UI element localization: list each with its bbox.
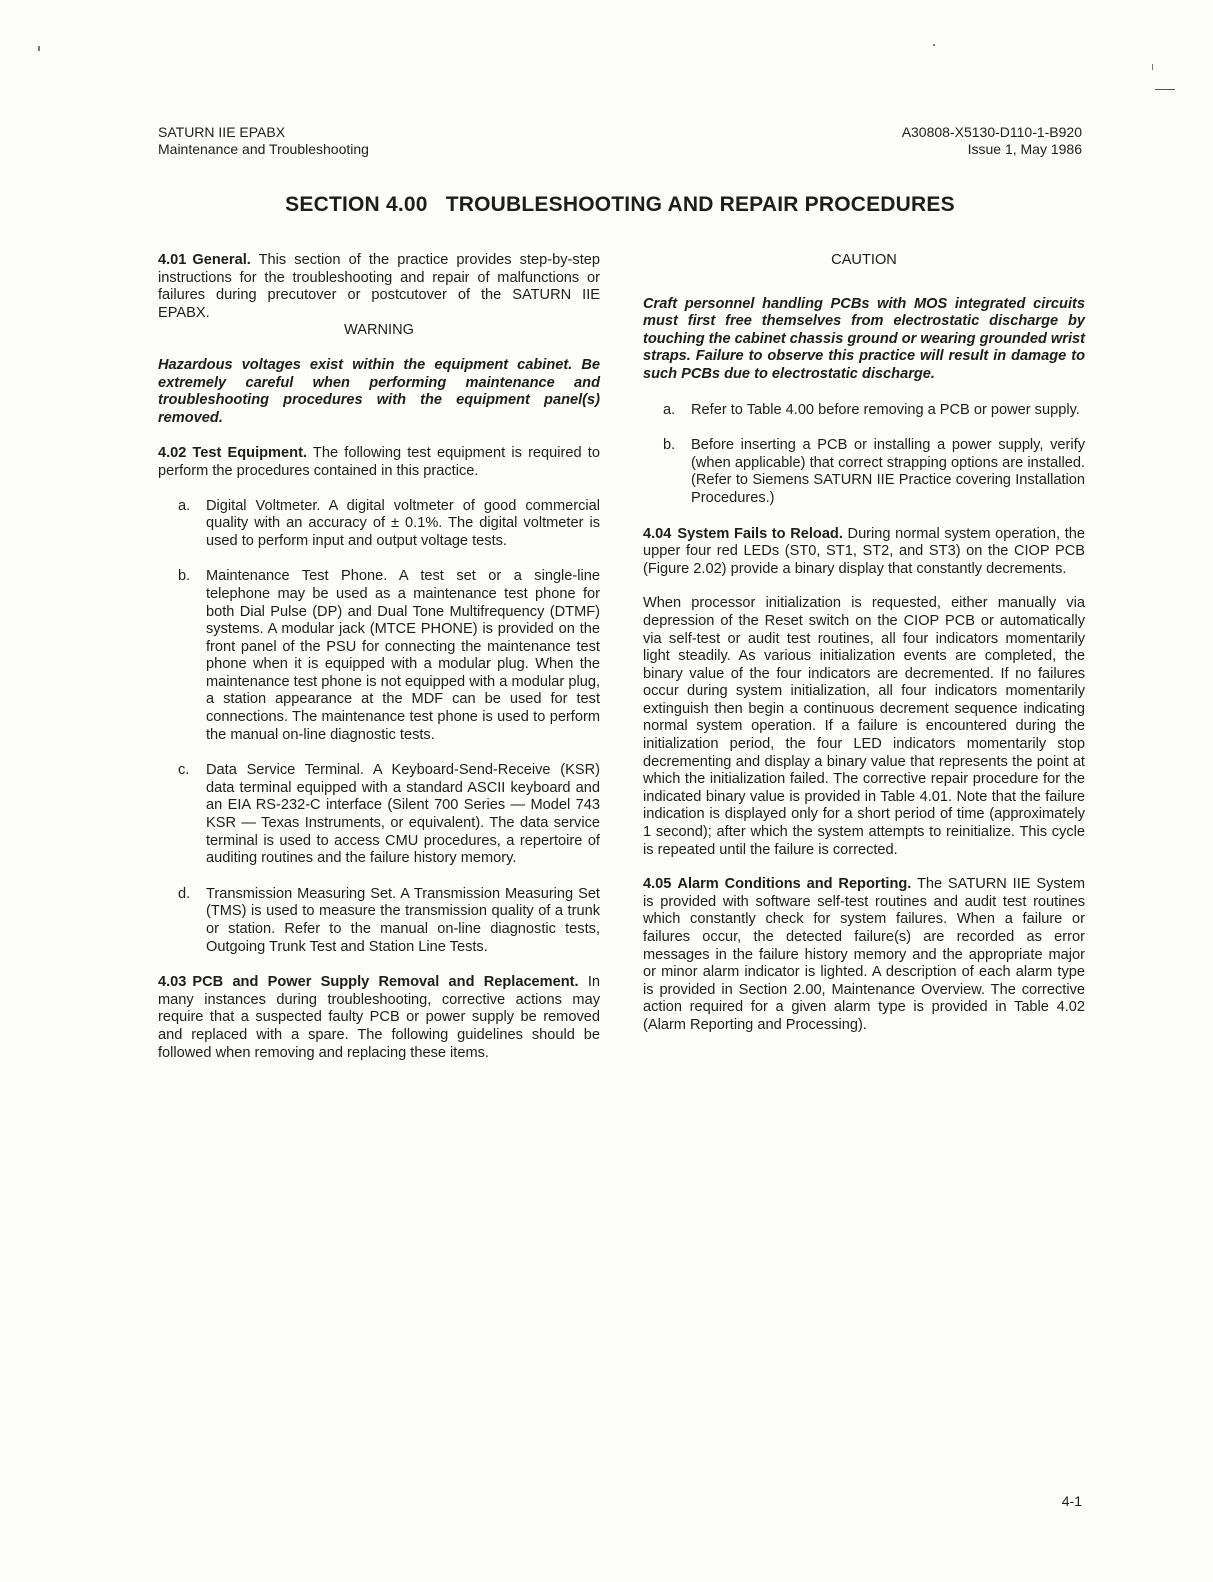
list-label: b. [663,437,676,454]
list-label: a. [178,497,191,514]
list-text: Before inserting a PCB or installing a power supply, verify (when applicable) that correct strapping options are installed. (Refer to Siemens SATURN IIE Practice covering Installation Procedures.) [691,437,1085,506]
list-text: Transmission Measuring Set. A Transmission Measuring Set (TMS) is used to measure the transmission quality of a trunk or station. Refer to the manual on-line diagnostic tests, Outgoing Trunk Test and Station Line Tests. [206,885,600,955]
paragraph-title: Test Equipment. [192,445,307,462]
header-right [902,124,1082,158]
paragraph-text: In many instances during troubleshooting, corrective actions may require that a suspected faulty PCB or power supply be removed and replaced with a spare. The following guidelines should be followed when removing and replacing these items. [158,974,601,1061]
list-item-data-service-terminal [158,762,600,868]
list-text: Refer to Table 4.00 before removing a PCB or power supply. [691,401,1080,418]
list-text: Digital Voltmeter. A digital voltmeter of good commercial quality with an accuracy of ± 0.1%. The digital voltmeter is used to perform input and output voltage tests. [206,497,600,549]
right-column [643,252,1085,1052]
list-label: a. [663,401,676,418]
paragraph-4-02 [158,445,600,480]
list-item-maintenance-test-phone [158,568,600,744]
list-item-refer-table [643,402,1085,420]
list-item-digital-voltmeter [158,498,600,551]
scan-speck [1152,64,1153,70]
header-left [158,124,369,158]
warning-heading: WARNING [344,322,414,339]
paragraph-title: System Fails to Reload. [677,525,843,542]
paragraph-number: 4.02 [158,445,187,462]
paragraph-4-05 [643,876,1085,1034]
paragraph-number: 4.04 [643,525,672,542]
paragraph-text: The following test equipment is required to perform the procedures contained in this practice. [158,445,600,479]
scan-mark [1155,89,1175,90]
paragraph-number: 4.01 [158,252,187,268]
header-product-name: SATURN IIE EPABX [158,124,286,140]
paragraph-number: 4.05 [643,876,672,893]
list-label: b. [178,568,191,585]
list-item-verify-strapping [643,437,1085,507]
list-text: Maintenance Test Phone. A test set or a single-line telephone may be used as a maintenance test phone for both Dial Pulse (DP) and Dual Tone Multifrequency (DTMF) systems. A modular jack (MTCE PHONE) is provided on the front panel of the PSU for connecting the maintenance test phone when it is equipped with a modular plug. When the maintenance test phone is not equipped with a modular plug, a station appearance at the MDF can be used for test connections. The maintenance test phone is used to perform the manual on-line diagnostic tests. [206,568,600,743]
list-item-transmission-measuring-set [158,886,600,956]
page-number: 4-1 [1061,1493,1082,1509]
header-document-number: A30808-X5130-D110-1-B920 [901,124,1082,140]
paragraph-text: The SATURN IIE System is provided with software self-test routines and audit test routines which constantly check for system failures. When a failure or failures occur, the detected failure(s) are recorded as error messages in the failure history memory and the appropriate major or minor alarm indicator is lighted. A description of each alarm type is provided in Section 2.00, Maintenance Overview. The corrective action required for a given alarm type is provided in Table 4.02 (Alarm Reporting and Processing). [643,876,1086,1033]
paragraph-title: Alarm Conditions and Reporting. [677,876,912,893]
paragraph-text: This section of the practice provides step-by-step instructions for the troubleshooting and repair of malfunctions or failures during precutover or postcutover of the SATURN IIE EPABX. [158,252,600,321]
paragraph-4-01 [158,252,600,322]
paragraph-title: PCB and Power Supply Removal and Replacement. [192,974,579,991]
header-issue-date: Issue 1, May 1986 [967,141,1082,157]
caution-heading: CAUTION [831,252,897,268]
list-label: c. [178,762,190,779]
caution-text: Craft personnel handling PCBs with MOS integrated circuits must first free themselves from electrostatic discharge by touching the cabinet chassis ground or wearing grounded wrist straps. Failure to observe this practice will result in damage to such PCBs due to electrostatic discharge. [643,295,1085,382]
list-text: Data Service Terminal. A Keyboard-Send-Receive (KSR) data terminal equipped with a standard ASCII keyboard and an EIA RS-232-C interface (Silent 700 Series — Model 743 KSR — Texas Instruments, or equivalent). The data service terminal is used to access CMU procedures, a repertoire of auditing routines and the failure history memory. [206,762,600,867]
paragraph-text: During normal system operation, the upper four red LEDs (ST0, ST1, ST2, and ST3) on the CIOP PCB (Figure 2.02) provide a binary display that constantly decrements. [643,525,1085,577]
paragraph-4-04-continued: When processor initialization is requested, either manually via depression of the Reset switch on the CIOP PCB or automatically via self-test or audit test routines, all four indicators momentarily light steadily. As various initialization events are completed, the binary value of the four indicators are decremented. If no failures occur during system initialization, all four indicators momentarily extinguish then begin a continuous decrement sequence indicating normal system operation. If a failure is encountered during the initialization period, the four LED indicators momentarily stop decrementing and display a binary value that represents the point at which the initialization failed. The corrective repair procedure for the indicated binary value is provided in Table 4.01. Note that the failure indication is displayed only for a short period of time (approximately 1 second); after which the system attempts to reinitialize. This cycle is repeated until the failure is corrected. [643,595,1085,858]
left-column [158,252,600,1079]
paragraph-number: 4.03 [158,974,187,991]
paragraph-4-03 [158,974,600,1062]
header-manual-title: Maintenance and Troubleshooting [158,141,369,157]
section-title: SECTION 4.00 TROUBLESHOOTING AND REPAIR PROCEDURES [285,193,955,216]
paragraph-4-04 [643,526,1085,579]
scan-speck [933,44,935,46]
list-label: d. [178,885,191,902]
paragraph-title: General. [192,252,251,268]
scan-speck [38,46,40,51]
warning-text: Hazardous voltages exist within the equipment cabinet. Be extremely careful when performing maintenance and troubleshooting procedures with the equipment panel(s) removed. [158,356,600,426]
